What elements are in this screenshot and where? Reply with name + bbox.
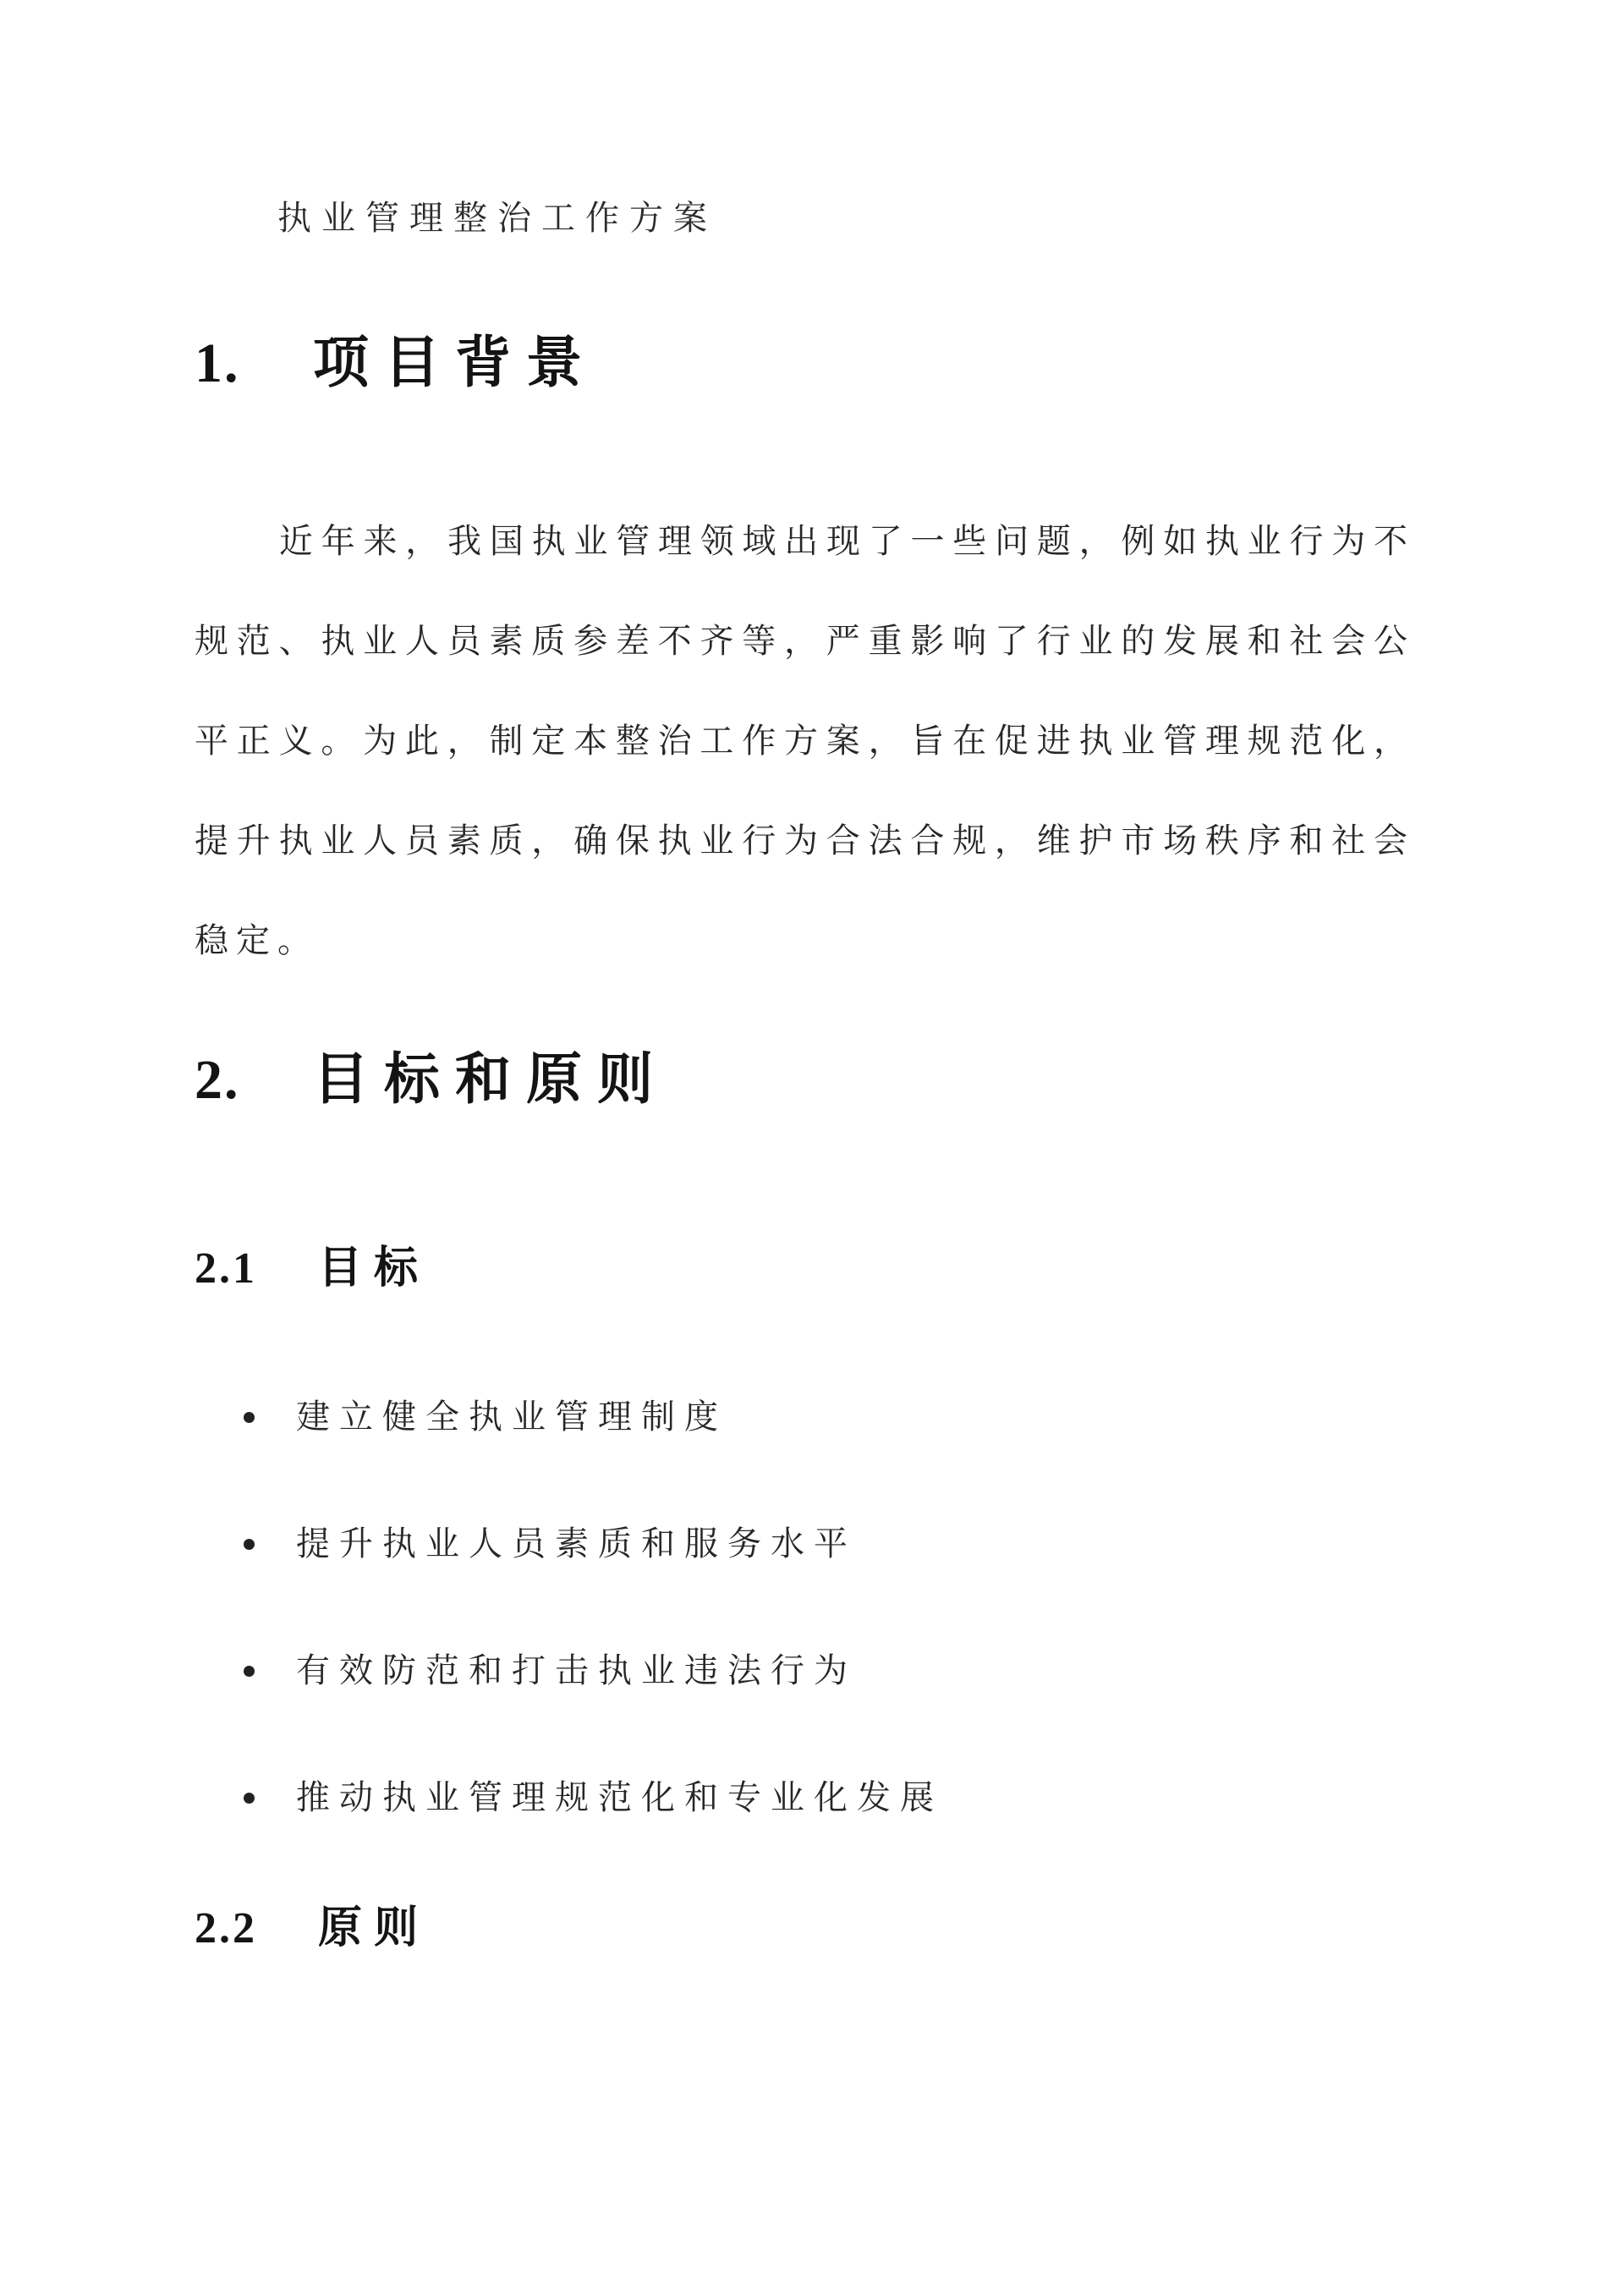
section-2-number: 2. bbox=[195, 1049, 240, 1111]
goal-item bbox=[195, 1650, 1415, 1777]
bullet-icon bbox=[244, 1793, 255, 1804]
paragraph-line: 稳定。 bbox=[195, 921, 319, 959]
section-1-heading bbox=[195, 332, 1415, 394]
section-2-title: 目标和原则 bbox=[313, 1049, 668, 1111]
document-title: 执业管理整治工作方案 bbox=[277, 199, 717, 237]
goals-list bbox=[195, 1396, 1415, 1903]
section-2-1-heading bbox=[195, 1244, 1415, 1293]
background-paragraph bbox=[195, 492, 1415, 991]
section-2-heading bbox=[195, 1049, 1415, 1111]
bullet-icon bbox=[244, 1412, 255, 1423]
paragraph-line: 规范、执业人员素质参差不齐等，严重影响了行业的发展和社会公 bbox=[195, 622, 1415, 660]
section-1-number: 1. bbox=[195, 332, 240, 394]
section-2-2-heading bbox=[195, 1904, 1415, 1953]
goal-text: 提升执业人员素质和服务水平 bbox=[296, 1524, 857, 1563]
paragraph-line: 平正义。为此，制定本整治工作方案，旨在促进执业管理规范化， bbox=[195, 722, 1415, 760]
goal-text: 有效防范和打击执业违法行为 bbox=[296, 1651, 857, 1689]
goal-text: 建立健全执业管理制度 bbox=[296, 1398, 727, 1436]
goal-item bbox=[195, 1777, 1415, 1903]
section-2-2-title: 原则 bbox=[318, 1904, 431, 1953]
section-1-title: 项目背景 bbox=[313, 332, 597, 394]
bullet-icon bbox=[244, 1539, 255, 1550]
goal-item bbox=[195, 1523, 1415, 1650]
section-2-1-title: 目标 bbox=[318, 1244, 431, 1293]
bullet-icon bbox=[244, 1666, 255, 1677]
paragraph-line: 提升执业人员素质，确保执业行为合法合规，维护市场秩序和社会 bbox=[195, 821, 1415, 860]
paragraph-line: 近年来，我国执业管理领域出现了一些问题，例如执业行为不 bbox=[279, 522, 1415, 560]
section-2-2-number: 2.2 bbox=[195, 1904, 257, 1953]
goal-text: 推动执业管理规范化和专业化发展 bbox=[296, 1778, 943, 1816]
section-2-1-number: 2.1 bbox=[195, 1244, 257, 1293]
goal-item bbox=[195, 1396, 1415, 1523]
